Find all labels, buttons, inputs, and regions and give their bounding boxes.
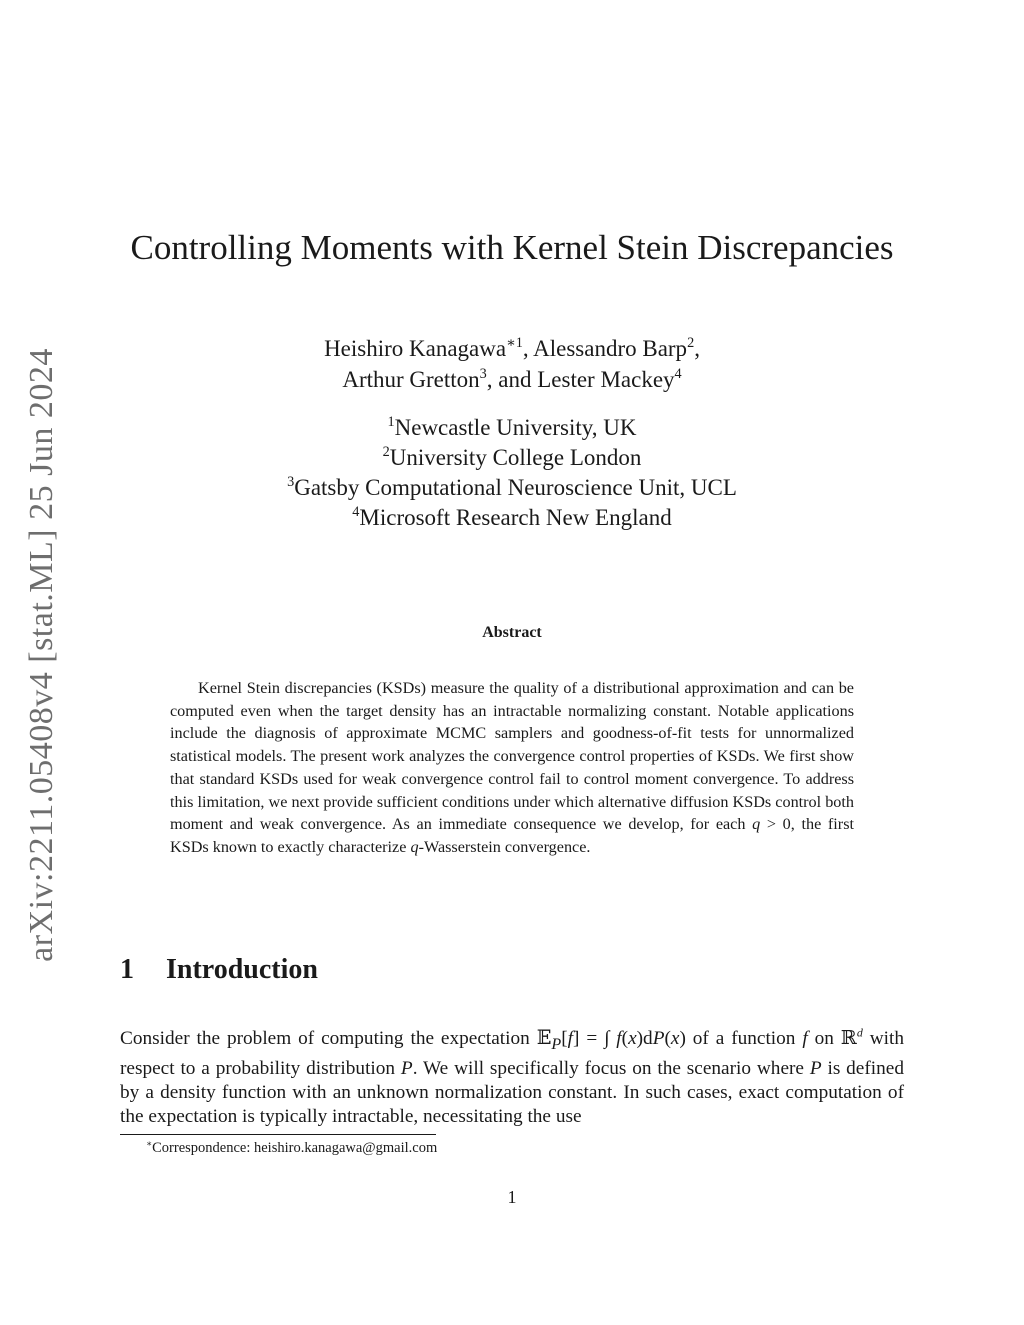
footnote-divider <box>120 1134 436 1135</box>
math-variable: P <box>551 1035 562 1053</box>
affiliation-item <box>0 473 1024 503</box>
body-text: Consider the problem of computing the expectation <box>120 1028 537 1049</box>
affiliation-name: Microsoft Research New England <box>359 505 672 530</box>
math-variable: P <box>652 1028 665 1049</box>
affiliation-item <box>0 443 1024 473</box>
math-symbol: [ <box>561 1028 568 1049</box>
author-line-2 <box>0 364 1024 395</box>
section-heading <box>120 954 318 986</box>
author-line-1 <box>0 333 1024 364</box>
affiliation-name: Gatsby Computational Neuroscience Unit, UCL <box>294 475 737 500</box>
affiliation-mark: 4 <box>352 504 360 521</box>
affiliation-item <box>0 413 1024 443</box>
affiliation-mark: 2 <box>382 444 390 461</box>
author-affiliation-mark: 2 <box>687 335 695 352</box>
author-affiliation-mark: ∗1 <box>506 335 523 352</box>
math-symbol: ( <box>621 1028 629 1049</box>
author-name: , and Lester Mackey <box>486 367 675 392</box>
author-name: Heishiro Kanagawa <box>324 336 507 361</box>
math-symbol: )d <box>636 1028 653 1049</box>
body-text: on ℝ <box>807 1028 857 1049</box>
math-variable: P <box>809 1057 822 1079</box>
author-list <box>0 333 1024 395</box>
math-variable: f <box>567 1028 573 1049</box>
math-variable: q <box>752 815 761 834</box>
body-text: is defined by a density function with an unknown normalization constant. In such cases, exact computation of the expectation is typically intractable, necessitating the use <box>120 1057 904 1127</box>
affiliation-mark: 1 <box>387 414 395 431</box>
section-title: Introduction <box>166 954 318 985</box>
body-text: ) of a function <box>679 1028 803 1049</box>
affiliation-list <box>0 413 1024 533</box>
math-symbol: ] = ∫ <box>573 1028 617 1049</box>
author-affiliation-mark: 3 <box>479 366 487 383</box>
paper-title: Controlling Moments with Kernel Stein Discrepancies <box>130 228 894 267</box>
affiliation-name: University College London <box>389 445 642 470</box>
math-variable: x <box>670 1028 680 1049</box>
math-symbol: ( <box>664 1028 671 1049</box>
author-name: Arthur Gretton <box>342 367 480 392</box>
affiliation-mark: 3 <box>287 474 295 491</box>
introduction-paragraph <box>120 1027 904 1129</box>
abstract-text-part: > 0, the first KSDs known to exactly characterize <box>170 815 854 856</box>
affiliation-name: Newcastle University, UK <box>394 415 637 440</box>
abstract-text <box>170 677 854 859</box>
affiliation-item <box>0 503 1024 533</box>
math-variable: d <box>856 1025 863 1040</box>
abstract-text-part: -Wasserstein convergence. <box>418 837 591 856</box>
footnote-text: Correspondence: heishiro.kanagawa@gmail.com <box>152 1140 438 1156</box>
math-variable: f <box>616 1028 622 1049</box>
author-separator: , <box>694 336 700 361</box>
abstract-text-part: Kernel Stein discrepancies (KSDs) measure the quality of a distributional approximation and can be computed even when the target density has an intractable normalizing constant. Notable applications include the diagnosis of approximate MCMC samplers and goodness-of-fit tests for unnormalized statistical models. The present work analyzes the convergence control properties of KSDs. We first show that standard KSDs used for weak convergence control fail to control moment convergence. To address this limitation, we next provide sufficient conditions under which alternative diffusion KSDs control both moment and weak convergence. As an immediate consequence we develop, for each <box>170 679 854 834</box>
math-variable: P <box>400 1057 413 1079</box>
body-text: . We will specifically focus on the scenario where <box>412 1057 810 1079</box>
page-number: 1 <box>507 1187 517 1207</box>
abstract-heading: Abstract <box>482 624 542 641</box>
author-affiliation-mark: 4 <box>674 366 682 383</box>
author-name: , Alessandro Barp <box>522 336 688 361</box>
section-number: 1 <box>120 954 134 985</box>
math-symbol: 𝔼 <box>536 1028 552 1049</box>
arxiv-identifier: arXiv:2211.05408v4 [stat.ML] 25 Jun 2024 <box>23 348 60 962</box>
math-variable: x <box>628 1028 637 1049</box>
footnote-mark: ∗ <box>146 1138 153 1149</box>
footnote <box>146 1140 437 1157</box>
math-variable: q <box>410 837 419 856</box>
body-text: with respect to a probability distribution <box>120 1028 904 1079</box>
math-variable: f <box>802 1028 808 1049</box>
